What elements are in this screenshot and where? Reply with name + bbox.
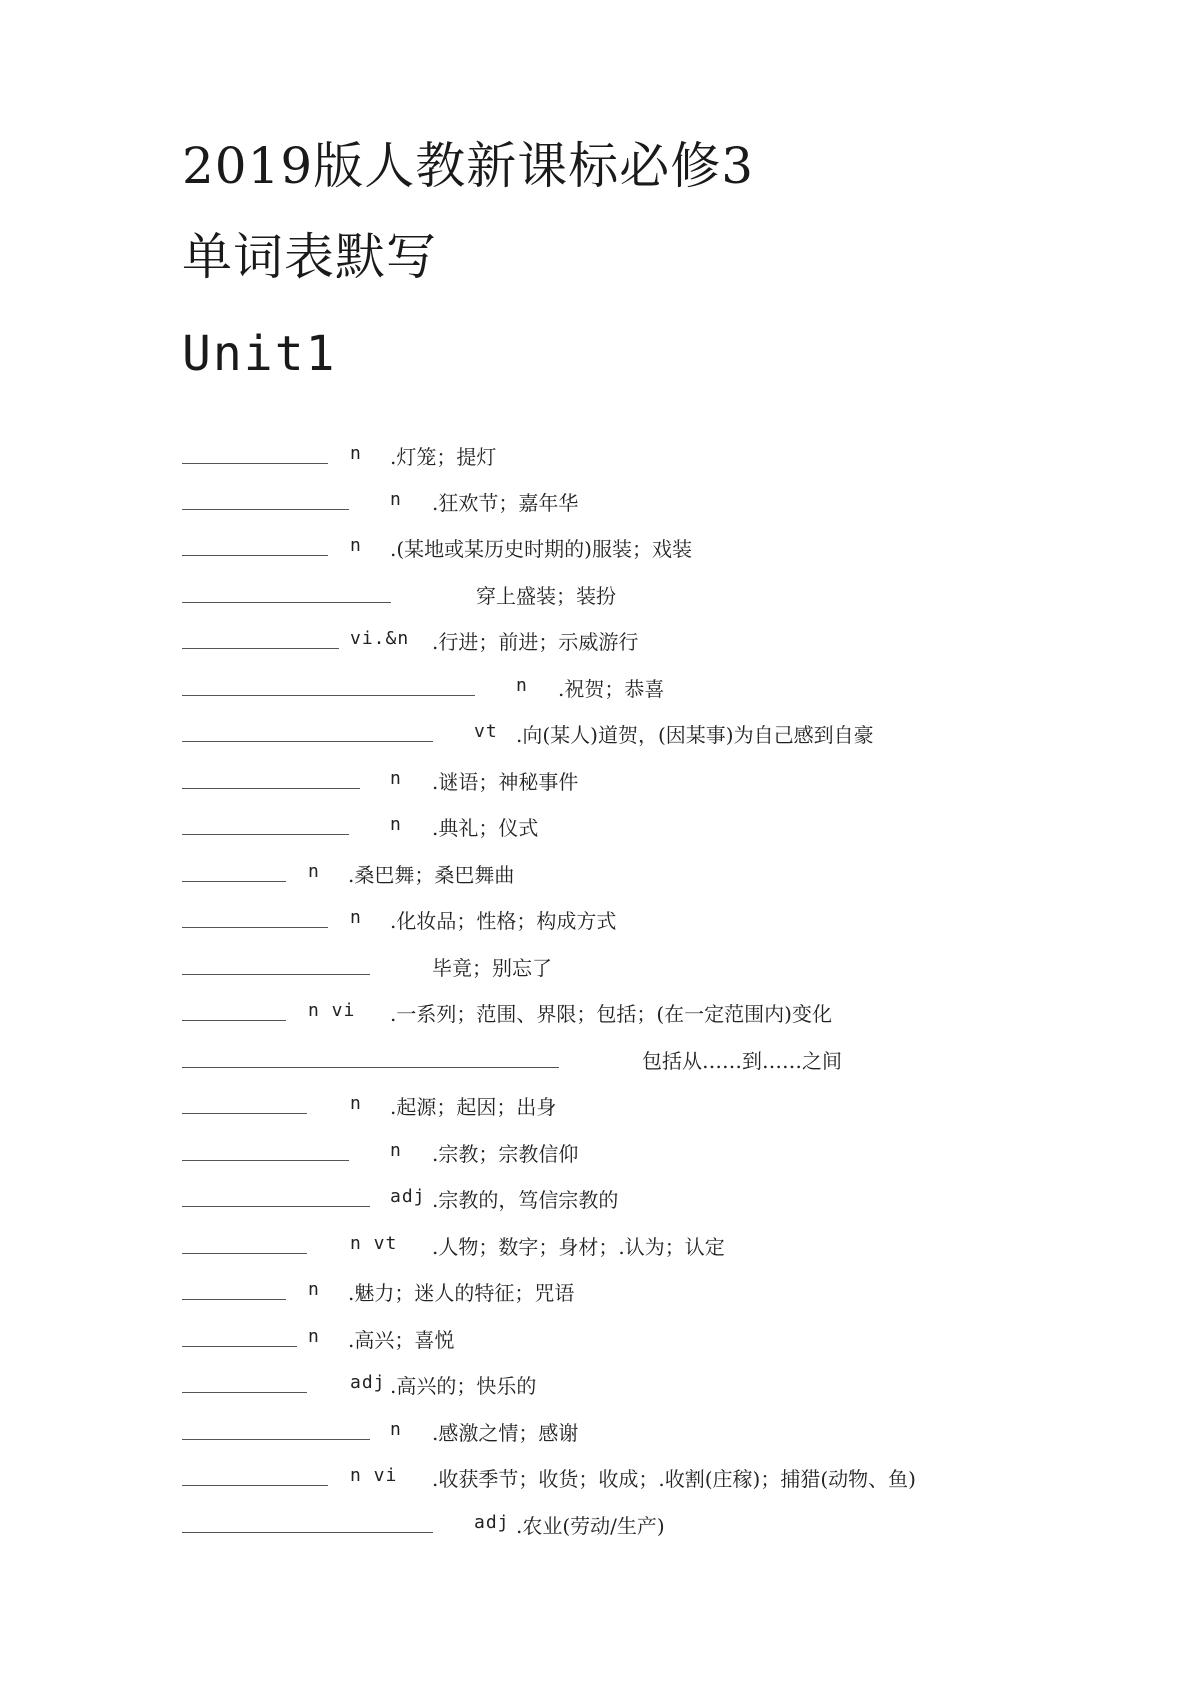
answer-blank-line bbox=[182, 1439, 370, 1440]
part-of-speech: n vt bbox=[350, 1233, 398, 1254]
chinese-meaning: .魅力；迷人的特征；咒语 bbox=[348, 1281, 575, 1305]
chinese-meaning: .一系列；范围、界限；包括；(在一定范围内)变化 bbox=[390, 1002, 832, 1026]
part-of-speech: n bbox=[350, 907, 362, 928]
chinese-meaning: .狂欢节；嘉年华 bbox=[432, 491, 579, 515]
chinese-meaning: .农业(劳动/生产) bbox=[516, 1514, 665, 1538]
part-of-speech: n bbox=[350, 535, 362, 556]
part-of-speech: n bbox=[350, 1093, 362, 1114]
chinese-meaning: .人物；数字；身材；.认为；认定 bbox=[432, 1235, 725, 1259]
chinese-meaning: .行进；前进；示威游行 bbox=[432, 630, 639, 654]
chinese-meaning: .感激之情；感谢 bbox=[432, 1421, 579, 1445]
chinese-meaning: .灯笼；提灯 bbox=[390, 445, 497, 469]
chinese-meaning: .祝贺；恭喜 bbox=[558, 677, 665, 701]
answer-blank-line bbox=[182, 1160, 349, 1161]
part-of-speech: adj bbox=[474, 1512, 510, 1533]
chinese-meaning: 毕竟；别忘了 bbox=[432, 956, 552, 980]
title-line-1: 2019版人教新课标必修3 bbox=[182, 137, 755, 195]
answer-blank-line bbox=[182, 927, 328, 928]
answer-blank-line bbox=[182, 555, 328, 556]
answer-blank-line bbox=[182, 1299, 286, 1300]
part-of-speech: vi.&n bbox=[350, 628, 410, 649]
chinese-meaning: .化妆品；性格；构成方式 bbox=[390, 909, 617, 933]
part-of-speech: n bbox=[308, 1279, 320, 1300]
chinese-meaning: .宗教的，笃信宗教的 bbox=[432, 1188, 619, 1212]
chinese-meaning: .高兴；喜悦 bbox=[348, 1328, 455, 1352]
chinese-meaning: .宗教；宗教信仰 bbox=[432, 1142, 579, 1166]
chinese-meaning: .典礼；仪式 bbox=[432, 816, 539, 840]
answer-blank-line bbox=[182, 974, 370, 975]
chinese-meaning: .向(某人)道贺，(因某事)为自己感到自豪 bbox=[516, 723, 874, 747]
answer-blank-line bbox=[182, 1392, 307, 1393]
chinese-meaning: 穿上盛装；装扮 bbox=[476, 584, 616, 608]
answer-blank-line bbox=[182, 1485, 328, 1486]
part-of-speech: n bbox=[390, 1140, 402, 1161]
part-of-speech: n bbox=[390, 489, 402, 510]
part-of-speech: n bbox=[390, 768, 402, 789]
answer-blank-line bbox=[182, 1113, 307, 1114]
chinese-meaning: .谜语；神秘事件 bbox=[432, 770, 579, 794]
chinese-meaning: 包括从……到……之间 bbox=[642, 1049, 842, 1073]
part-of-speech: n bbox=[308, 1326, 320, 1347]
part-of-speech: adj bbox=[350, 1372, 386, 1393]
part-of-speech: n bbox=[350, 443, 362, 464]
part-of-speech: n vi bbox=[308, 1000, 356, 1021]
part-of-speech: n bbox=[516, 675, 528, 696]
answer-blank-line bbox=[182, 648, 339, 649]
answer-blank-line bbox=[182, 463, 328, 464]
chinese-meaning: .收获季节；收货；收成；.收割(庄稼)；捕猎(动物、鱼) bbox=[432, 1467, 916, 1491]
answer-blank-line bbox=[182, 881, 286, 882]
answer-blank-line bbox=[182, 1346, 297, 1347]
unit-heading: Unit1 bbox=[182, 326, 337, 382]
answer-blank-line bbox=[182, 1253, 307, 1254]
title-line-2: 单词表默写 bbox=[182, 228, 437, 286]
part-of-speech: n vi bbox=[350, 1465, 398, 1486]
chinese-meaning: .高兴的；快乐的 bbox=[390, 1374, 537, 1398]
answer-blank-line bbox=[182, 602, 391, 603]
part-of-speech: n bbox=[390, 1419, 402, 1440]
answer-blank-line bbox=[182, 788, 360, 789]
chinese-meaning: .起源；起因；出身 bbox=[390, 1095, 557, 1119]
chinese-meaning: .桑巴舞；桑巴舞曲 bbox=[348, 863, 515, 887]
answer-blank-line bbox=[182, 1206, 370, 1207]
part-of-speech: adj bbox=[390, 1186, 426, 1207]
answer-blank-line bbox=[182, 509, 349, 510]
answer-blank-line bbox=[182, 1532, 433, 1533]
answer-blank-line bbox=[182, 1020, 286, 1021]
answer-blank-line bbox=[182, 741, 433, 742]
answer-blank-line bbox=[182, 834, 349, 835]
part-of-speech: n bbox=[390, 814, 402, 835]
part-of-speech: vt bbox=[474, 721, 498, 742]
part-of-speech: n bbox=[308, 861, 320, 882]
answer-blank-line bbox=[182, 1067, 559, 1068]
answer-blank-line bbox=[182, 695, 475, 696]
chinese-meaning: .(某地或某历史时期的)服装；戏装 bbox=[390, 537, 692, 561]
